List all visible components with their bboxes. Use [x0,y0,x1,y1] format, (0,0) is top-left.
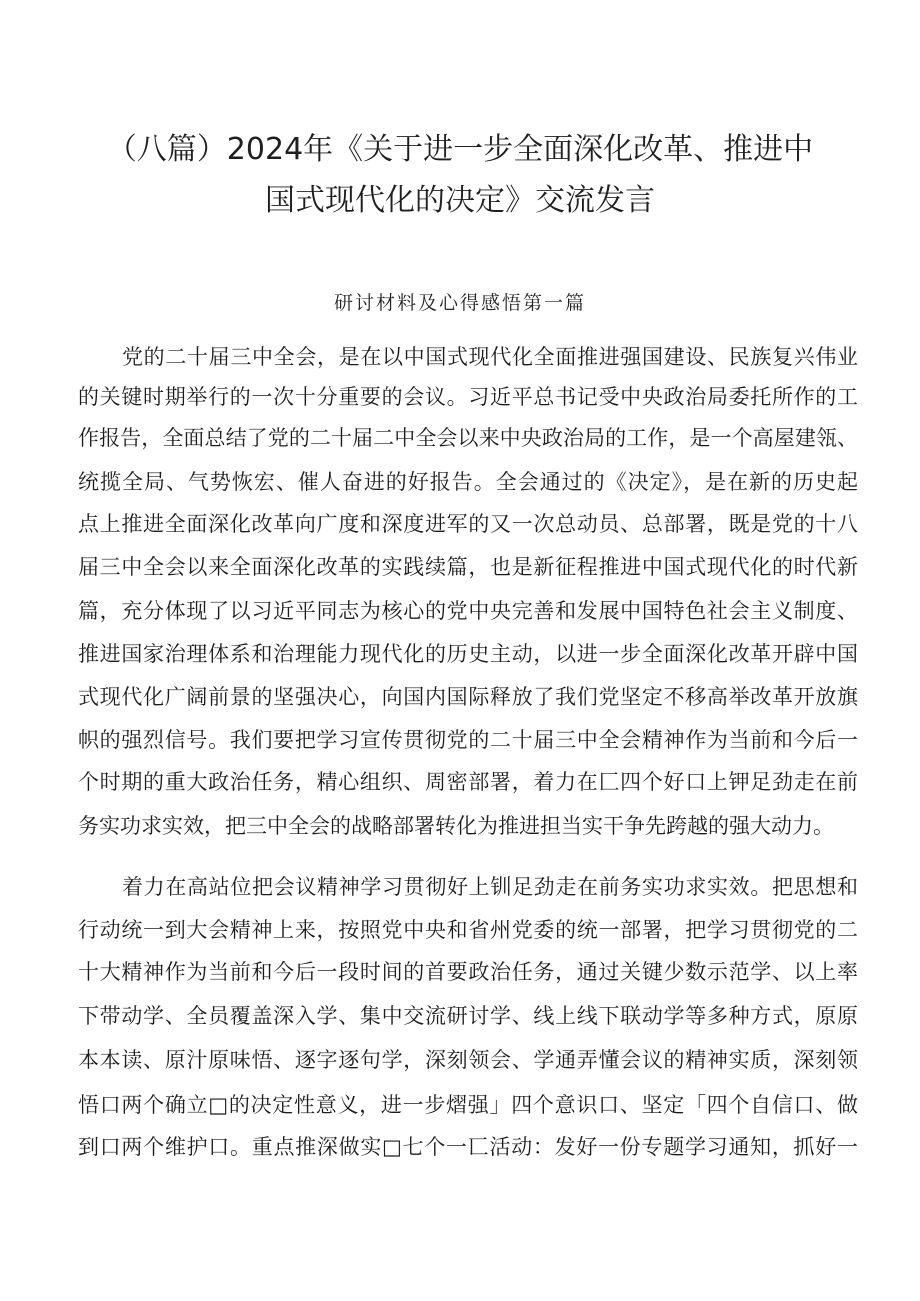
paragraph-1-line: 作报告，全面总结了党的二十届二中全会以来中央政治局的工作，是一个高屋建瓴、 [78,426,858,450]
paragraph-1-line: 党的二十届三中全会，是在以中国式现代化全面推进强国建设、民族复兴伟业 [122,345,858,369]
paragraph-2-line: 本本读、原汁原味悟、逐字逐句学，深刻领会、学通弄懂会议的精神实质，深刻领 [78,1048,858,1072]
paragraph-2-line: 到口两个维护口。重点推深做实□七个一匸活动：发好一份专题学习通知，抓好一 [78,1135,858,1159]
paragraph-1-line: 篇，充分体现了以习近平同志为核心的党中央完善和发展中国特色社会主义制度、 [78,599,858,623]
paragraph-2-line: 着力在高站位把会议精神学习贯彻好上钏足劲走在前务实功求实效。把思想和 [122,875,858,899]
paragraph-1-line: 届三中全会以来全面深化改革的实践续篇，也是新征程推进中国式现代化的时代新 [78,555,858,579]
document-title-line-2: 国式现代化的决定》交流发言 [265,183,655,218]
paragraph-2-line: 行动统一到大会精神上来，按照党中央和省州党委的统一部署，把学习贯彻党的二 [78,918,858,942]
paragraph-1-line: 式现代化广阔前景的坚强决心，向国内国际释放了我们党坚定不移高举改革开放旗 [78,685,858,709]
paragraph-1-line: 帜的强烈信号。我们要把学习宣传贯彻党的二十届三中全会精神作为当前和今后一 [78,728,858,752]
paragraph-2-line: 下带动学、全员覆盖深入学、集中交流研讨学、线上线下联动学等多种方式，原原 [78,1004,858,1028]
paragraph-1-line: 的关键时期举行的一次十分重要的会议。习近平总书记受中央政治局委托所作的工 [78,385,858,409]
paragraph-1-line: 点上推进全面深化改革向广度和深度进军的又一次总动员、总部署，既是党的十八 [78,512,858,536]
paragraph-2-line: 悟口两个确立□的决定性意义，进一步熠强」四个意识口、坚定「四个自信口、做 [78,1093,858,1117]
paragraph-1-line: 统揽全局、气势恢宏、催人奋进的好报告。全会通过的《决定》，是在新的历史起 [78,470,858,494]
paragraph-1-line: 务实功求实效，把三中全会的战略部署转化为推进担当实干争先跨越的强大动力。 [78,814,834,838]
paragraph-2-line: 十大精神作为当前和今后一段时间的首要政治任务，通过关键少数示范学、以上率 [78,960,858,984]
document-title-line-1: （八篇）2024年《关于进一步全面深化改革、推进中 [106,132,814,167]
paragraph-1-line: 推进国家治理体系和治理能力现代化的历史主动，以进一步全面深化改革开辟中国 [78,642,858,666]
paragraph-1-line: 个时期的重大政治任务，精心组织、周密部署，着力在匚四个好口上钾足劲走在前 [78,770,858,794]
section-subtitle: 研讨材料及心得感悟第一篇 [333,292,586,314]
